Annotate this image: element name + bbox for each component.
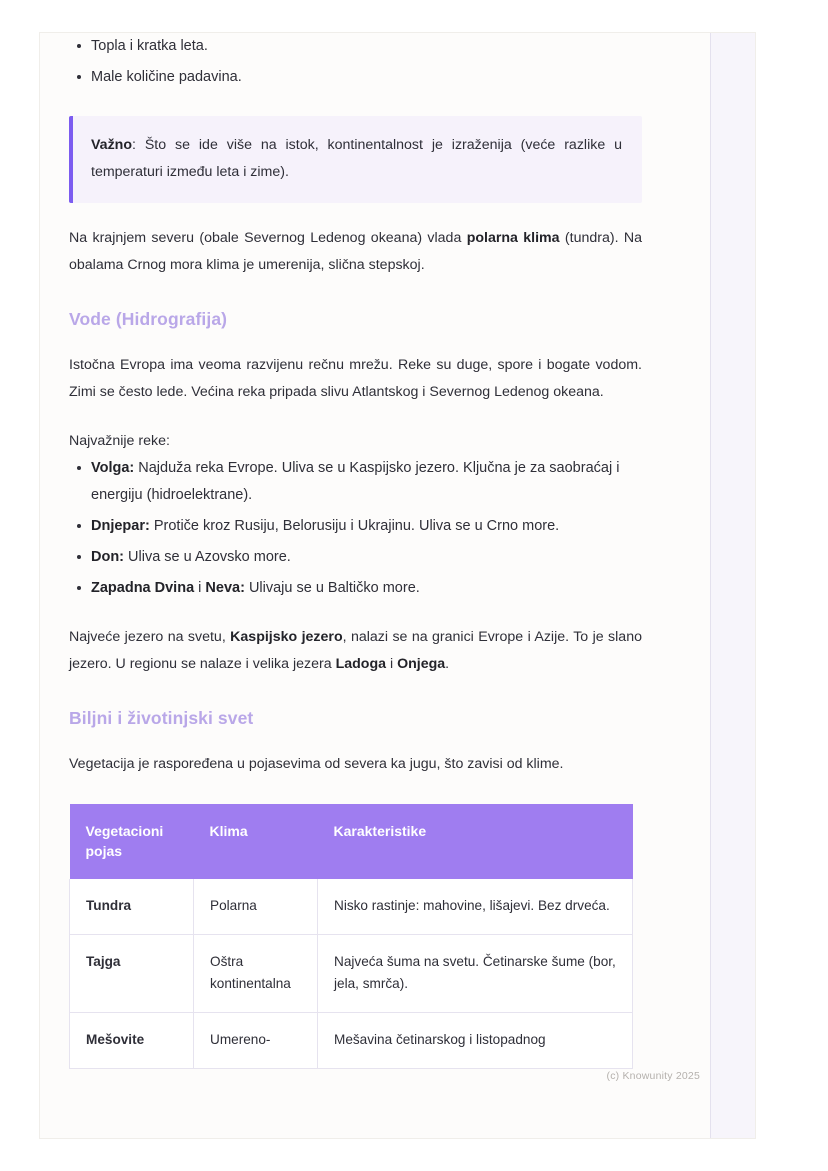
- section-heading-biljni: Biljni i životinjski svet: [69, 708, 254, 728]
- climate-bullet-list: [69, 33, 642, 91]
- page-right-margin-strip: [710, 33, 755, 1138]
- table-cell: Mešavina četinarskog i listopadnog: [318, 1013, 633, 1069]
- text-fragment: Na krajnjem severu (obale Severnog Ledenog okeana) vlada: [69, 230, 467, 246]
- river-name: Don:: [91, 549, 125, 565]
- bold-term: Ladoga: [335, 656, 387, 672]
- document-page: [40, 33, 755, 1138]
- river-desc: Uliva se u Azovsko more.: [124, 549, 291, 565]
- list-item: [91, 575, 642, 602]
- table-cell: Tundra: [70, 879, 194, 935]
- table-cell: Najveća šuma na svetu. Četinarske šume (bor, jela, smrča).: [318, 935, 633, 1013]
- text-fragment: .: [445, 656, 450, 672]
- paragraph-polar-climate: [69, 225, 642, 279]
- table-cell: Oštra kontinentalna: [194, 935, 318, 1013]
- paragraph-vegetation: Vegetacija je raspoređena u pojasevima od severa ka jugu, što zavisi od klime.: [69, 756, 564, 772]
- river-name: Volga:: [91, 460, 135, 476]
- table-cell: Tajga: [70, 935, 194, 1013]
- table-cell: Polarna: [194, 879, 318, 935]
- section-heading-vode: Vode (Hidrografija): [69, 309, 228, 329]
- table-header-row: [70, 804, 633, 879]
- bold-term: Onjega: [397, 656, 446, 672]
- document-body: [69, 33, 642, 1069]
- text-fragment: , nalazi se na granici Evrope i Azije. To je slano jezero. U regionu se nalaze i velika jezera: [69, 629, 642, 672]
- table-row: [70, 1013, 633, 1069]
- paragraph-hydrography: Istočna Evropa ima veoma razvijenu rečnu mrežu. Reke su duge, spore i bogate vodom. Zimi se često lede. Većina reka pripada slivu Atlantskog i Severnog Ledenog okeana.: [69, 357, 642, 400]
- text-fragment: i: [386, 656, 398, 672]
- vegetation-table: [69, 804, 633, 1069]
- table-header-cell: Klima: [194, 804, 318, 879]
- list-item: [91, 455, 642, 509]
- river-desc: Najduža reka Evrope. Uliva se u Kaspijsko jezero. Ključna je za saobraćaj i energiju (hidroelektrane).: [91, 460, 620, 503]
- bold-term: Kaspijsko jezero: [230, 629, 343, 645]
- copyright-footer: (c) Knowunity 2025: [606, 1070, 700, 1082]
- text-fragment: (tundra). Na obalama Crnog mora klima je umerenija, slična stepskoj.: [69, 230, 643, 273]
- river-desc: Protiče kroz Rusiju, Belorusiju i Ukrajinu. Uliva se u Crno more.: [149, 518, 560, 534]
- table-header-cell: Karakteristike: [318, 804, 633, 879]
- page-content-area: [40, 33, 711, 1138]
- river-name: Dnjepar:: [91, 518, 150, 534]
- river-desc: i: [194, 580, 206, 596]
- list-item: Male količine padavina.: [91, 64, 642, 91]
- river-desc-secondary: Ulivaju se u Baltičko more.: [244, 580, 420, 596]
- table-header-cell: Vegetacioni pojas: [70, 804, 194, 879]
- rivers-list: [69, 455, 642, 602]
- table-row: [70, 935, 633, 1013]
- list-item: [91, 513, 642, 540]
- callout-text: [91, 132, 622, 186]
- bold-term: polarna klima: [466, 230, 560, 246]
- rivers-intro: Najvažnije reke:: [69, 433, 170, 449]
- table-cell: Nisko rastinje: mahovine, lišajevi. Bez drveća.: [318, 879, 633, 935]
- callout-body: : Što se ide više na istok, kontinentalnost je izraženija (veće razlike u temperaturi između leta i zime).: [91, 137, 622, 180]
- table-cell: Umereno-: [194, 1013, 318, 1069]
- list-item: Topla i kratka leta.: [91, 33, 642, 60]
- paragraph-lakes: [69, 624, 642, 678]
- river-name-secondary: Neva:: [205, 580, 245, 596]
- important-callout: [69, 116, 642, 203]
- river-name: Zapadna Dvina: [91, 580, 195, 596]
- text-fragment: Najveće jezero na svetu,: [69, 629, 231, 645]
- callout-label: Važno: [91, 137, 132, 153]
- list-item: [91, 544, 642, 571]
- table-cell: Mešovite: [70, 1013, 194, 1069]
- table-row: [70, 879, 633, 935]
